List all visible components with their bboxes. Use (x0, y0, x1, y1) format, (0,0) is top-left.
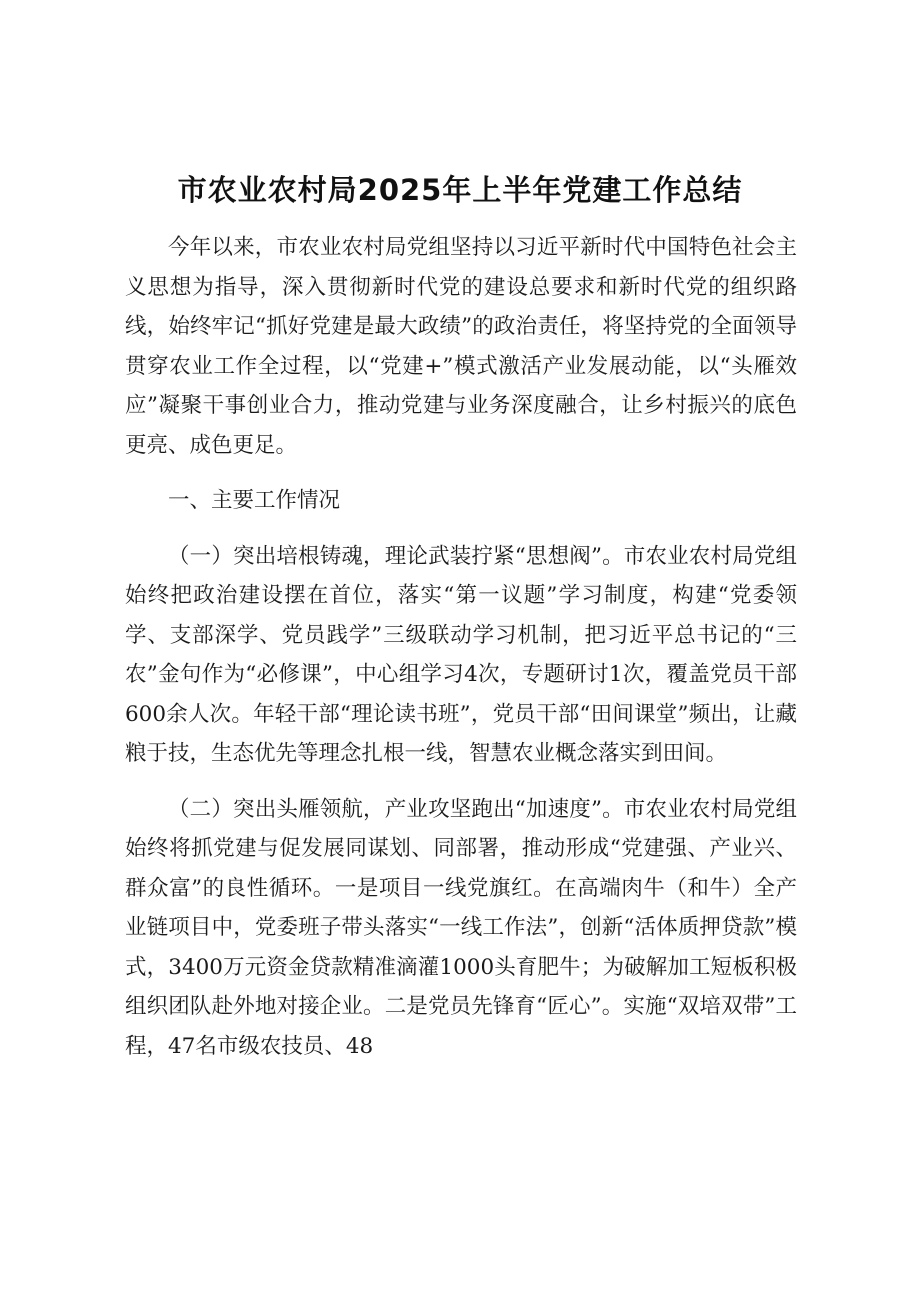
document-body (125, 228, 797, 1066)
paragraph-1: （一）突出培根铸魂，理论武装拧紧“思想阀”。市农业农村局党组始终把政治建设摆在首位，落实“第一议题”学习制度，构建“党委领学、支部深学、党员践学”三级联动学习机制，把习近平总书记的“三农”金句作为“必修课”，中心组学习4次，专题研讨1次，覆盖党员干部600余人次。年轻干部“理论读书班”，党员干部“田间课堂”频出，让藏粮于技，生态优先等理念扎根一线，智慧农业概念落实到田间。 (125, 543, 797, 766)
intro-paragraph: 今年以来，市农业农村局党组坚持以习近平新时代中国特色社会主义思想为指导，深入贯彻新时代党的建设总要求和新时代党的组织路线，始终牢记“抓好党建是最大政绩”的政治责任，将坚持党的全面领导贯穿农业工作全过程，以“党建+”模式激活产业发展动能，以“头雁效应”凝聚干事创业合力，推动党建与业务深度融合，让乡村振兴的底色更亮、成色更足。 (125, 235, 797, 458)
paragraph-2: （二）突出头雁领航，产业攻坚跑出“加速度”。市农业农村局党组始终将抓党建与促发展同谋划、同部署，推动形成“党建强、产业兴、群众富”的良性循环。一是项目一线党旗红。在高端肉牛（和牛）全产业链项目中，党委班子带头落实“一线工作法”，创新“活体质押贷款”模式，3400万元资金贷款精准滴灌1000头育肥牛；为破解加工短板积极组织团队赴外地对接企业。二是党员先锋育“匠心”。实施“双培双带”工程，47名市级农技员、48 (125, 796, 797, 1059)
section-heading: 一、主要工作情况 (168, 488, 341, 513)
document-title: 市农业农村局2025年上半年党建工作总结 (177, 173, 743, 207)
